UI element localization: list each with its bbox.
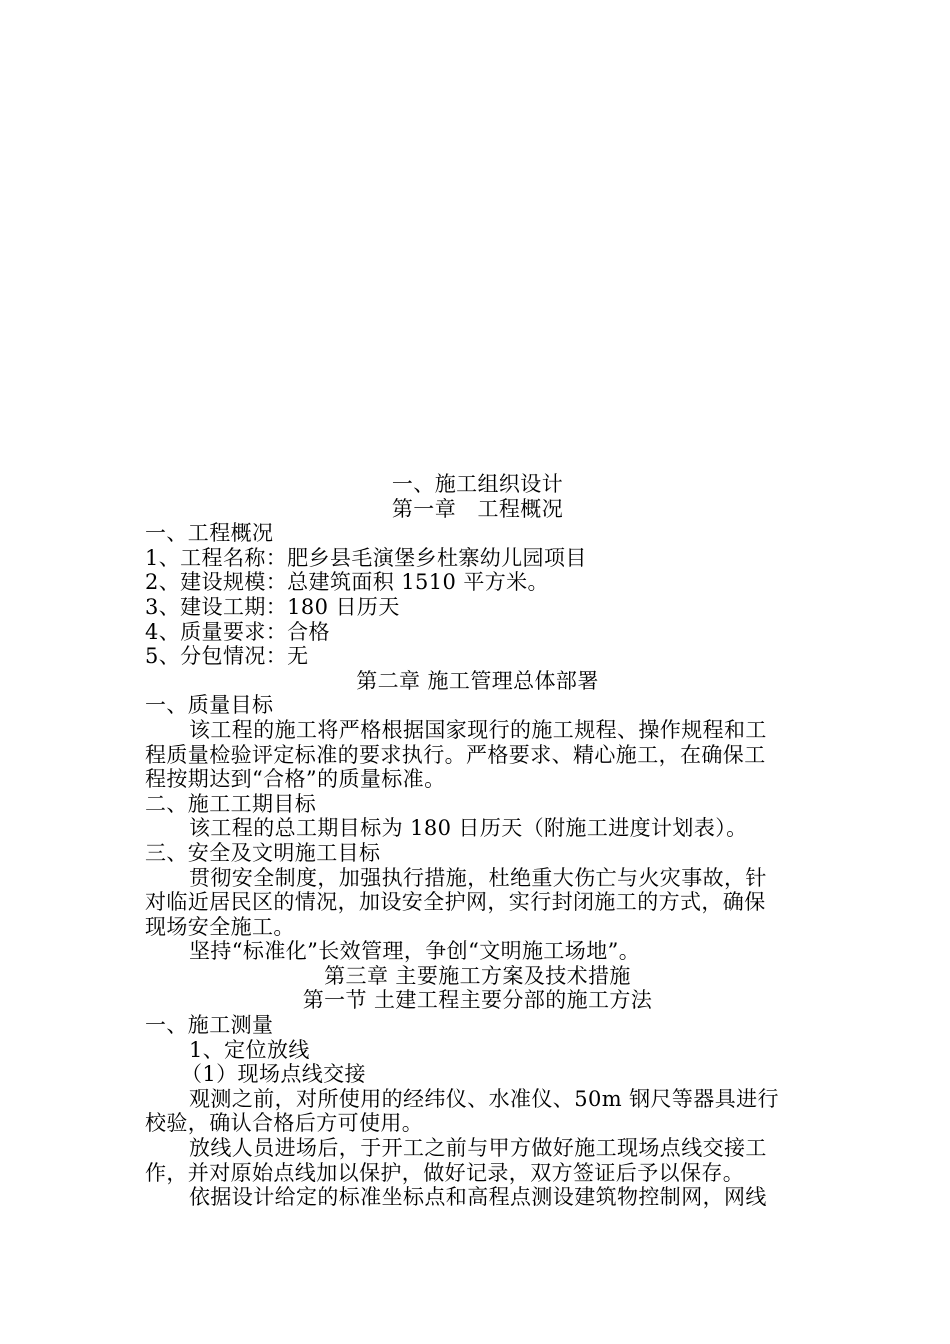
chapter-3-heading: 第三章 主要施工方案及技术措施 — [324, 963, 631, 988]
subsubsection-heading: （1）现场点线交接 — [181, 1062, 366, 1087]
document-body — [145, 472, 810, 1210]
paragraph-line: 观测之前，对所使用的经纬仪、水准仪、50m 钢尺等器具进行 — [189, 1086, 779, 1111]
paragraph-line: 校验，确认合格后方可使用。 — [145, 1111, 424, 1136]
overview-item-subcontract: 5、分包情况：无 — [145, 644, 309, 669]
section-heading: 三、安全及文明施工目标 — [145, 840, 381, 865]
paragraph-line: 放线人员进场后，于开工之前与甲方做好施工现场点线交接工 — [189, 1136, 767, 1161]
section-heading: 二、施工工期目标 — [145, 791, 317, 816]
paragraph-line: 作，并对原始点线加以保护，做好记录，双方签证后予以保存。 — [145, 1160, 745, 1185]
section-heading: 一、工程概况 — [145, 521, 274, 546]
chapter-1-heading: 第一章 工程概况 — [391, 496, 564, 521]
overview-item-duration: 3、建设工期：180 日历天 — [145, 594, 400, 619]
document-title: 一、施工组织设计 — [391, 472, 564, 496]
section-1-heading: 第一节 土建工程主要分部的施工方法 — [302, 988, 653, 1013]
overview-item-quality: 4、质量要求：合格 — [145, 619, 330, 644]
section-heading: 一、施工测量 — [145, 1013, 274, 1038]
paragraph-line: 坚持“标准化”长效管理，争创“文明施工场地”。 — [189, 939, 641, 964]
paragraph-line: 对临近居民区的情况，加设安全护网，实行封闭施工的方式，确保 — [145, 890, 766, 915]
chapter-2-heading: 第二章 施工管理总体部署 — [356, 668, 599, 693]
paragraph-line: 该工程的施工将严格根据国家现行的施工规程、操作规程和工 — [189, 717, 767, 742]
paragraph-line: 贯彻安全制度，加强执行措施，杜绝重大伤亡与火灾事故，针 — [189, 865, 767, 890]
paragraph-line: 现场安全施工。 — [145, 914, 295, 939]
overview-item-name: 1、工程名称：肥乡县毛演堡乡杜寨幼儿园项目 — [145, 545, 587, 570]
paragraph-line: 程质量检验评定标准的要求执行。严格要求、精心施工，在确保工 — [145, 742, 766, 767]
paragraph-line: 依据设计给定的标准坐标点和高程点测设建筑物控制网，网线 — [189, 1185, 767, 1210]
paragraph-line: 程按期达到“合格”的质量标准。 — [145, 767, 446, 792]
paragraph-line: 该工程的总工期目标为 180 日历天（附施工进度计划表）。 — [189, 816, 748, 841]
section-heading: 一、质量目标 — [145, 693, 274, 718]
subsection-heading: 1、定位放线 — [189, 1037, 310, 1062]
overview-item-scale: 2、建设规模：总建筑面积 1510 平方米。 — [145, 570, 549, 595]
